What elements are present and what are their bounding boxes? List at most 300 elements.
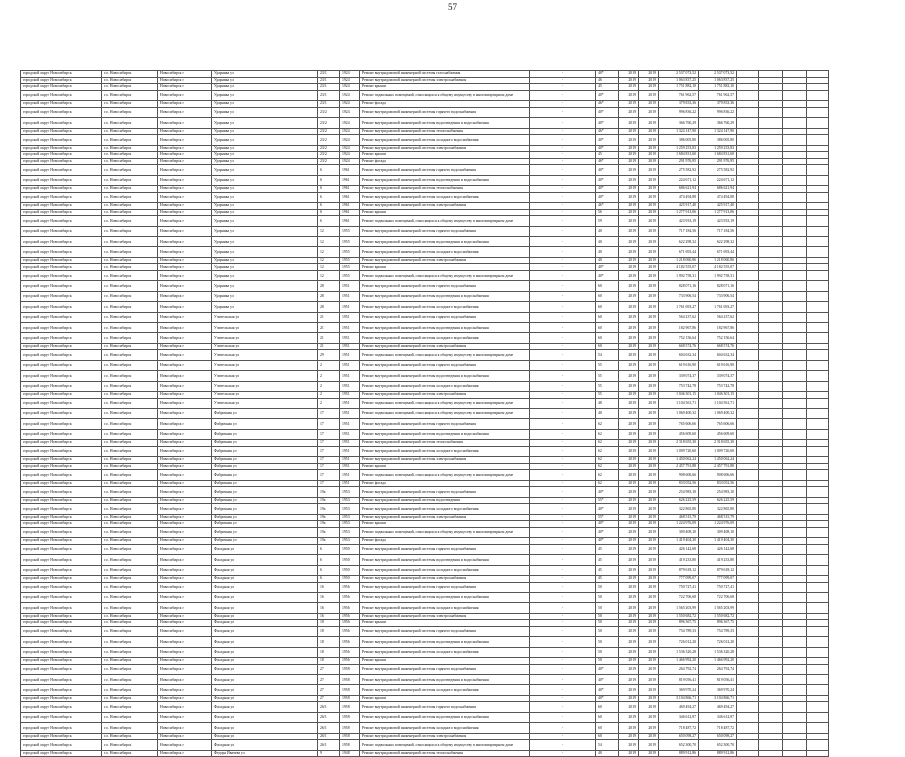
dash-cell: - (530, 158, 596, 165)
city-district-cell: г.о. Новосибирск (102, 271, 158, 281)
wear-cell: 62 (596, 463, 619, 470)
empty-cell (759, 419, 783, 429)
city-district-cell: г.о. Новосибирск (102, 702, 158, 712)
wear-cell: 40 (596, 257, 619, 264)
plan-year-end-cell: 2019 (639, 733, 659, 740)
dash-cell: - (530, 186, 596, 193)
work-type-cell: Ремонт фасада (360, 101, 530, 108)
plan-year-start-cell: 2019 (619, 527, 639, 537)
cost-fund-cell: 339 074,37 (699, 371, 737, 381)
street-cell: Ударника ул (212, 281, 318, 291)
plan-year-end-cell: 2019 (639, 77, 659, 84)
empty-cell (759, 247, 783, 257)
empty-cell (759, 360, 783, 370)
city-district-cell: г.о. Новосибирск (102, 637, 158, 647)
city-district-cell: г.о. Новосибирск (102, 226, 158, 236)
street-cell: Фасадная ул (212, 575, 318, 582)
work-type-cell: Ремонт внутридомовой инженерной системы горячего водоснабжения (360, 582, 530, 592)
empty-cell (807, 514, 829, 521)
plan-year-start-cell: 2019 (619, 514, 639, 521)
house-number-cell: 23/2 (318, 107, 340, 117)
table-row (21, 419, 829, 429)
settlement-cell: Новосибирск г (158, 271, 212, 281)
city-district-cell: г.о. Новосибирск (102, 101, 158, 108)
cost-fund-cell: 3 104 866,71 (699, 695, 737, 702)
settlement-cell: Новосибирск г (158, 695, 212, 702)
empty-cell (759, 565, 783, 575)
settlement-cell: Новосибирск г (158, 723, 212, 733)
dash-cell: - (530, 264, 596, 271)
work-type-cell: Ремонт внутридомовой инженерной системы электроснабжения (360, 613, 530, 620)
city-district-cell: г.о. Новосибирск (102, 77, 158, 84)
empty-cell (759, 398, 783, 408)
city-district-cell: г.о. Новосибирск (102, 152, 158, 159)
cost-total-cell: 686 621,94 (659, 186, 699, 193)
empty-cell (807, 312, 829, 322)
table-row (21, 527, 829, 537)
cost-fund-cell: 1 684 831,60 (699, 152, 737, 159)
empty-cell (737, 740, 759, 750)
build-year-cell: 1958 (340, 664, 360, 674)
street-cell: Ударника ул (212, 145, 318, 152)
plan-year-start-cell: 2019 (619, 391, 639, 398)
empty-cell (783, 237, 807, 247)
house-number-cell: 23/1 (318, 77, 340, 84)
plan-year-start-cell: 2019 (619, 312, 639, 322)
street-cell: Фасадная ул (212, 555, 318, 565)
empty-cell (737, 733, 759, 740)
empty-cell (759, 750, 783, 757)
plan-year-end-cell: 2019 (639, 685, 659, 695)
plan-year-start-cell: 2019 (619, 145, 639, 152)
empty-cell (783, 446, 807, 456)
street-cell: Ударника ул (212, 302, 318, 312)
municipal-district-cell: городской округ Новосибирск (21, 457, 102, 464)
table-row (21, 658, 829, 665)
street-cell: Фасадная ул (212, 637, 318, 647)
house-number-cell: 6 (318, 575, 340, 582)
dash-cell: - (530, 626, 596, 636)
empty-cell (759, 237, 783, 247)
cost-fund-cell: 468 515,79 (699, 514, 737, 521)
table-row (21, 291, 829, 301)
build-year-cell: 1924 (340, 107, 360, 117)
plan-year-start-cell: 2019 (619, 480, 639, 487)
build-year-cell: 1956 (340, 637, 360, 647)
empty-cell (759, 658, 783, 665)
empty-cell (783, 77, 807, 84)
empty-cell (807, 192, 829, 202)
table-row (21, 723, 829, 733)
cost-total-cell: 1 419 404,30 (659, 538, 699, 545)
house-number-cell: 17 (318, 446, 340, 456)
cost-fund-cell: 619 616,90 (699, 360, 737, 370)
build-year-cell: 1948 (340, 750, 360, 757)
wear-cell: 40* (596, 71, 619, 78)
dash-cell: - (530, 487, 596, 497)
city-district-cell: г.о. Новосибирск (102, 209, 158, 216)
empty-cell (807, 135, 829, 145)
settlement-cell: Новосибирск г (158, 647, 212, 657)
empty-cell (737, 152, 759, 159)
wear-cell: 54 (596, 350, 619, 360)
empty-cell (783, 291, 807, 301)
empty-cell (783, 360, 807, 370)
empty-cell (807, 487, 829, 497)
build-year-cell: 1924 (340, 71, 360, 78)
work-type-cell: Ремонт крыши (360, 209, 530, 216)
municipal-district-cell: городской округ Новосибирск (21, 750, 102, 757)
house-number-cell: 2 (318, 381, 340, 391)
build-year-cell: 1951 (340, 457, 360, 464)
dash-cell: - (530, 271, 596, 281)
cost-fund-cell: 474 494,88 (699, 192, 737, 202)
wear-cell: 60 (596, 343, 619, 350)
settlement-cell: Новосибирск г (158, 312, 212, 322)
wear-cell: 40* (596, 175, 619, 185)
empty-cell (737, 247, 759, 257)
municipal-district-cell: городской округ Новосибирск (21, 175, 102, 185)
wear-cell: 50 (596, 582, 619, 592)
settlement-cell: Новосибирск г (158, 750, 212, 757)
settlement-cell: Новосибирск г (158, 408, 212, 418)
dash-cell: - (530, 750, 596, 757)
plan-year-start-cell: 2019 (619, 440, 639, 447)
municipal-district-cell: городской округ Новосибирск (21, 626, 102, 636)
municipal-district-cell: городской округ Новосибирск (21, 101, 102, 108)
municipal-district-cell: городской округ Новосибирск (21, 302, 102, 312)
empty-cell (759, 504, 783, 514)
empty-cell (807, 626, 829, 636)
municipal-district-cell: городской округ Новосибирск (21, 291, 102, 301)
settlement-cell: Новосибирск г (158, 637, 212, 647)
empty-cell (783, 226, 807, 236)
wear-cell: 46* (596, 128, 619, 135)
city-district-cell: г.о. Новосибирск (102, 350, 158, 360)
dash-cell: - (530, 514, 596, 521)
plan-year-start-cell: 2019 (619, 216, 639, 226)
work-type-cell: Ремонт внутридомовой инженерной системы холодного водоснабжения (360, 647, 530, 657)
municipal-district-cell: городской округ Новосибирск (21, 419, 102, 429)
cost-fund-cell: 686 621,94 (699, 186, 737, 193)
settlement-cell: Новосибирск г (158, 84, 212, 91)
empty-cell (737, 419, 759, 429)
street-cell: Фабричная ул (212, 440, 318, 447)
work-type-cell: Ремонт подвальных помещений, относящихся к общему имуществу в многоквартирном доме (360, 350, 530, 360)
empty-cell (783, 135, 807, 145)
build-year-cell: 1958 (340, 675, 360, 685)
cost-fund-cell: 264 792,74 (699, 664, 737, 674)
house-number-cell: 28 (318, 291, 340, 301)
work-type-cell: Ремонт подвальных помещений, относящихся к общему имуществу в многоквартирном доме (360, 408, 530, 418)
plan-year-start-cell: 2019 (619, 521, 639, 528)
empty-cell (807, 695, 829, 702)
cost-total-cell: 322 865,80 (659, 504, 699, 514)
empty-cell (807, 664, 829, 674)
table-row (21, 514, 829, 521)
city-district-cell: г.о. Новосибирск (102, 695, 158, 702)
empty-cell (783, 152, 807, 159)
city-district-cell: г.о. Новосибирск (102, 504, 158, 514)
plan-year-start-cell: 2019 (619, 487, 639, 497)
build-year-cell: 1953 (340, 504, 360, 514)
house-number-cell: 21 (318, 333, 340, 343)
work-type-cell: Ремонт внутридомовой инженерной системы теплоснабжения (360, 750, 530, 757)
empty-cell (807, 216, 829, 226)
house-number-cell: 6 (318, 203, 340, 210)
empty-cell (783, 192, 807, 202)
wear-cell: 54 (596, 740, 619, 750)
empty-cell (783, 514, 807, 521)
empty-cell (807, 360, 829, 370)
empty-cell (783, 521, 807, 528)
empty-cell (783, 538, 807, 545)
house-number-cell: 6 (318, 175, 340, 185)
empty-cell (807, 152, 829, 159)
work-type-cell: Ремонт внутридомовой инженерной системы электроснабжения (360, 733, 530, 740)
cost-total-cell: 346 612,97 (659, 712, 699, 722)
settlement-cell: Новосибирск г (158, 152, 212, 159)
cost-fund-cell: 1 992 758,31 (699, 271, 737, 281)
city-district-cell: г.о. Новосибирск (102, 312, 158, 322)
settlement-cell: Новосибирск г (158, 440, 212, 447)
street-cell: Ударника ул (212, 192, 318, 202)
empty-cell (759, 647, 783, 657)
plan-year-end-cell: 2019 (639, 398, 659, 408)
wear-cell: 40* (596, 538, 619, 545)
city-district-cell: г.о. Новосибирск (102, 440, 158, 447)
street-cell: Учительская ул (212, 381, 318, 391)
municipal-district-cell: городской округ Новосибирск (21, 145, 102, 152)
dash-cell: - (530, 658, 596, 665)
municipal-district-cell: городской округ Новосибирск (21, 257, 102, 264)
empty-cell (737, 216, 759, 226)
work-type-cell: Ремонт крыши (360, 695, 530, 702)
build-year-cell: 1953 (340, 538, 360, 545)
street-cell: Ударника ул (212, 165, 318, 175)
dash-cell: - (530, 84, 596, 91)
municipal-district-cell: городской округ Новосибирск (21, 381, 102, 391)
settlement-cell: Новосибирск г (158, 107, 212, 117)
house-number-cell: 18 (318, 647, 340, 657)
empty-cell (783, 733, 807, 740)
house-number-cell: 12 (318, 226, 340, 236)
wear-cell: 40* (596, 165, 619, 175)
street-cell: Учительская ул (212, 398, 318, 408)
empty-cell (759, 128, 783, 135)
municipal-district-cell: городской округ Новосибирск (21, 702, 102, 712)
table-row (21, 145, 829, 152)
wear-cell: 40* (596, 487, 619, 497)
work-type-cell: Ремонт внутридомовой инженерной системы горячего водоснабжения (360, 281, 530, 291)
cost-fund-cell: 765 606,66 (699, 419, 737, 429)
city-district-cell: г.о. Новосибирск (102, 470, 158, 480)
work-type-cell: Ремонт внутридомовой инженерной системы холодного водоснабжения (360, 192, 530, 202)
empty-cell (783, 664, 807, 674)
work-type-cell: Ремонт внутридомовой инженерной системы водоотведения и водоснабжения (360, 592, 530, 602)
wear-cell: 40 (596, 237, 619, 247)
empty-cell (783, 175, 807, 185)
municipal-district-cell: городской округ Новосибирск (21, 71, 102, 78)
city-district-cell: г.о. Новосибирск (102, 135, 158, 145)
dash-cell: - (530, 637, 596, 647)
municipal-district-cell: городской округ Новосибирск (21, 664, 102, 674)
empty-cell (783, 165, 807, 175)
empty-cell (807, 84, 829, 91)
street-cell: Ударника ул (212, 264, 318, 271)
table-row (21, 429, 829, 439)
empty-cell (737, 257, 759, 264)
house-number-cell: 17 (318, 440, 340, 447)
work-type-cell: Ремонт внутридомовой инженерной системы водоотведения и водоснабжения (360, 555, 530, 565)
plan-year-start-cell: 2019 (619, 77, 639, 84)
house-number-cell: 19а (318, 521, 340, 528)
cost-total-cell: 339 074,37 (659, 371, 699, 381)
street-cell: Фасадная ул (212, 675, 318, 685)
plan-year-end-cell: 2019 (639, 226, 659, 236)
dash-cell: - (530, 107, 596, 117)
cost-fund-cell: 1 751 882,10 (699, 84, 737, 91)
settlement-cell: Новосибирск г (158, 281, 212, 291)
plan-year-end-cell: 2019 (639, 312, 659, 322)
plan-year-start-cell: 2019 (619, 343, 639, 350)
empty-cell (807, 203, 829, 210)
empty-cell (807, 77, 829, 84)
house-number-cell: 2 (318, 360, 340, 370)
city-district-cell: г.о. Новосибирск (102, 145, 158, 152)
empty-cell (783, 203, 807, 210)
street-cell: Ударника ул (212, 71, 318, 78)
municipal-district-cell: городской округ Новосибирск (21, 281, 102, 291)
dash-cell: - (530, 565, 596, 575)
cost-total-cell: 224 671,12 (659, 175, 699, 185)
empty-cell (759, 626, 783, 636)
wear-cell: 45 (596, 565, 619, 575)
empty-cell (783, 408, 807, 418)
empty-cell (807, 457, 829, 464)
settlement-cell: Новосибирск г (158, 391, 212, 398)
plan-year-end-cell: 2019 (639, 135, 659, 145)
street-cell: Фабричная ул (212, 463, 318, 470)
settlement-cell: Новосибирск г (158, 257, 212, 264)
cost-total-cell: 468 515,79 (659, 514, 699, 521)
municipal-district-cell: городской округ Новосибирск (21, 521, 102, 528)
empty-cell (783, 271, 807, 281)
empty-cell (759, 90, 783, 100)
city-district-cell: г.о. Новосибирск (102, 371, 158, 381)
settlement-cell: Новосибирск г (158, 77, 212, 84)
dash-cell: - (530, 350, 596, 360)
settlement-cell: Новосибирск г (158, 381, 212, 391)
table-row (21, 128, 829, 135)
cost-fund-cell: 668 574,76 (699, 343, 737, 350)
empty-cell (807, 381, 829, 391)
dash-cell: - (530, 175, 596, 185)
cost-fund-cell: 386 005,80 (699, 135, 737, 145)
cost-fund-cell: 224 671,12 (699, 175, 737, 185)
build-year-cell: 1961 (340, 175, 360, 185)
cost-fund-cell: 456 609,60 (699, 429, 737, 439)
build-year-cell: 1958 (340, 685, 360, 695)
wear-cell: 40* (596, 271, 619, 281)
table-row (21, 264, 829, 271)
build-year-cell: 1956 (340, 613, 360, 620)
work-type-cell: Ремонт внутридомовой инженерной системы электроснабжения (360, 391, 530, 398)
empty-cell (737, 391, 759, 398)
street-cell: Фасадная ул (212, 613, 318, 620)
plan-year-start-cell: 2019 (619, 613, 639, 620)
plan-year-start-cell: 2019 (619, 723, 639, 733)
plan-year-end-cell: 2019 (639, 647, 659, 657)
plan-year-end-cell: 2019 (639, 175, 659, 185)
plan-year-end-cell: 2019 (639, 440, 659, 447)
table-row (21, 733, 829, 740)
wear-cell: 50 (596, 592, 619, 602)
plan-year-start-cell: 2019 (619, 664, 639, 674)
wear-cell: 46* (596, 203, 619, 210)
plan-year-end-cell: 2019 (639, 620, 659, 627)
empty-cell (783, 685, 807, 695)
settlement-cell: Новосибирск г (158, 343, 212, 350)
empty-cell (759, 497, 783, 504)
plan-year-start-cell: 2019 (619, 702, 639, 712)
plan-year-end-cell: 2019 (639, 264, 659, 271)
build-year-cell: 1951 (340, 419, 360, 429)
street-cell: Фабричная ул (212, 497, 318, 504)
empty-cell (737, 350, 759, 360)
city-district-cell: г.о. Новосибирск (102, 446, 158, 456)
cost-total-cell: 752 156,64 (659, 333, 699, 343)
cost-fund-cell: 423 933,19 (699, 216, 737, 226)
municipal-district-cell: городской округ Новосибирск (21, 371, 102, 381)
cost-total-cell: 1 550 682,72 (659, 613, 699, 620)
wear-cell: 48 (596, 398, 619, 408)
municipal-district-cell: городской округ Новосибирск (21, 247, 102, 257)
empty-cell (807, 733, 829, 740)
empty-cell (783, 118, 807, 128)
empty-cell (737, 712, 759, 722)
street-cell: Фабричная ул (212, 487, 318, 497)
city-district-cell: г.о. Новосибирск (102, 247, 158, 257)
build-year-cell: 1924 (340, 118, 360, 128)
plan-year-end-cell: 2019 (639, 664, 659, 674)
city-district-cell: г.о. Новосибирск (102, 565, 158, 575)
empty-cell (807, 271, 829, 281)
table-row (21, 538, 829, 545)
house-number-cell: 27 (318, 685, 340, 695)
plan-year-end-cell: 2019 (639, 592, 659, 602)
settlement-cell: Новосибирск г (158, 675, 212, 685)
plan-year-start-cell: 2019 (619, 565, 639, 575)
municipal-district-cell: городской округ Новосибирск (21, 565, 102, 575)
municipal-district-cell: городской округ Новосибирск (21, 350, 102, 360)
plan-year-end-cell: 2019 (639, 626, 659, 636)
build-year-cell: 1958 (340, 723, 360, 733)
empty-cell (807, 497, 829, 504)
empty-cell (759, 675, 783, 685)
wear-cell: 55 (596, 371, 619, 381)
build-year-cell: 1961 (340, 209, 360, 216)
plan-year-start-cell: 2019 (619, 695, 639, 702)
empty-cell (783, 209, 807, 216)
municipal-district-cell: городской округ Новосибирск (21, 527, 102, 537)
cost-total-cell: 474 494,88 (659, 192, 699, 202)
table-row (21, 333, 829, 343)
wear-cell: 45 (596, 84, 619, 91)
build-year-cell: 1951 (340, 312, 360, 322)
house-number-cell: 19а (318, 514, 340, 521)
municipal-district-cell: городской округ Новосибирск (21, 603, 102, 613)
